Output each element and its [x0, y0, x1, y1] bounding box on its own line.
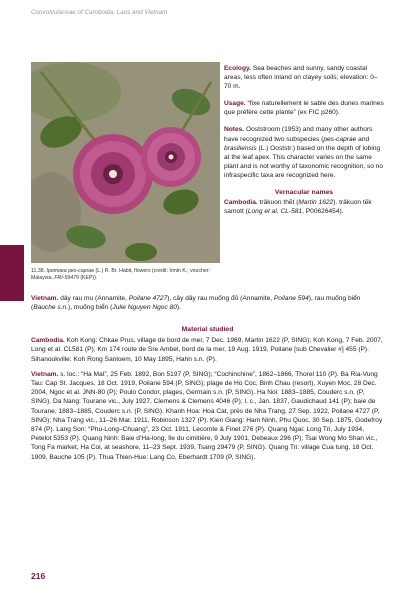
notes-text-3: (L.) Ooststr.) based on the depth of lobing at the leaf apex. This character varies on the same plant and is not worthy of taxonomic recognition, so no infraspecific taxa are recognized here. [224, 144, 384, 179]
vernacular-cambodia [224, 198, 384, 216]
material-cambodia [31, 336, 384, 364]
vernacular-cambodia-italic-2: Long et al. CL-581 [247, 208, 303, 216]
vernacular-vietnam-italic-4: Julie Nguyen Ngoc 80 [112, 304, 177, 312]
right-column [224, 64, 384, 224]
material-cambodia-label: Cambodia. [31, 337, 65, 345]
vernacular-heading: Vernacular names [274, 189, 334, 197]
material-heading: Material studied [181, 326, 234, 333]
ecology-text: Sea beaches and sunny, sandy coastal areas, less often inland on clayey soils; elevation: 0–70 m. [224, 65, 378, 91]
vernacular-cambodia-text-1: trâkuon thĕt ( [257, 199, 299, 207]
usage-label: Usage. [224, 100, 246, 108]
usage-text: “fixe naturellement le sable des dunes marines que préfère cette plante” (ex FIC p260). [224, 100, 384, 117]
figure-caption-text: (L.) R. Br. Habit, flowers (credit: Irmin K.; voucher: Malaysia, [31, 268, 210, 282]
vernacular-cambodia-italic-1: Martin 1622 [298, 199, 334, 207]
vernacular-cambodia-label: Cambodia. [224, 199, 258, 207]
material-studied-block [31, 325, 384, 468]
vernacular-vietnam-text-1: dây rau mu (Annamite, [58, 295, 129, 302]
figure-voucher-tail: (KEP)). [78, 275, 98, 282]
notes-text-1: Ooststroom (1953) and many other authors have recognized two subspecies ( [224, 126, 373, 143]
vernacular-vietnam-italic-2: Poilane 594 [273, 295, 309, 302]
vernacular-vietnam-italic-1: Poilane 4727 [128, 295, 168, 302]
plant-photo-illustration [31, 62, 220, 263]
vernacular-vietnam-text-4: ), muống biển ( [68, 304, 113, 312]
vernacular-vietnam-text-3: ), rau muống biển ( [31, 295, 361, 312]
ecology-paragraph [224, 64, 384, 91]
vernacular-vietnam-text-5: ). [176, 304, 181, 312]
vernacular-vietnam-italic-3: Bauche s.n. [33, 304, 69, 312]
page-number: 216 [31, 571, 46, 581]
notes-italic-2: brasiliensis [224, 144, 257, 152]
running-header: Convolvulaceae of Cambodia, Laos and Vietnam [31, 9, 168, 16]
notes-label: Notes. [224, 126, 245, 134]
vernacular-cambodia-text-2: ). trâkuon tĕk samott ( [224, 199, 372, 216]
vernacular-vietnam [31, 294, 384, 312]
figure-caption [31, 268, 220, 283]
vietnam-vernacular-block [31, 294, 384, 318]
figure-species: Ipomoea pes-caprae [46, 268, 95, 274]
notes-italic-1: pes-caprae [323, 135, 357, 143]
notes-paragraph [224, 125, 384, 180]
material-vietnam [31, 370, 384, 462]
usage-paragraph [224, 99, 384, 117]
figure-number: 11.38. [31, 268, 46, 274]
section-side-tab [0, 245, 24, 301]
vernacular-vietnam-label: Vietnam. [31, 295, 59, 302]
vernacular-vietnam-text-2: ), cây dây rau muống đỏ (Annamite, [167, 295, 274, 302]
vernacular-cambodia-text-3: , P00626454). [302, 208, 344, 216]
material-vietnam-text: s. loc.: “Ha Mat”, 25 Feb. 1892, Bon 5197 (P, SING); “Cochinchine”, 1862–1866, Thorel 110 (P). Ba Ria-Vung Tau: Cap St. Jacques, 18 Oct. 1919, Poilane 594 (P, SING); plage de Ho Coc, Binh Chau (resort), Xuyen Moc, 28 Dec. 2004, Ngoc et al. JNN-80 (P); Poulo Condor, plages, Germain s.n. (P, SING). Ha Noi: 1883–1885, Couderc s.n. (P, SING). Da Nang: Tourane vic., July 1927, Clemens & Clemens 4046 (P); l. c., Jan. 1837, Gaudichaud 141 (P); baie de Tourane, 1883–1885, Couderc s.n. (P, SING). Khanh Hoa: Hoa Cat, près de Nha Trang, 27 Sep. 1922, Poilane 4727 (P, SING); Nha Trang vic., 11–26 Mar. 1911, Robinson 1327 (P). Kien Giang: Ham Ninh, Phu Quoc, 30 Sep. 1875, Godefroy 874 (P). Lang Son: “Phu-Long–Chuang”, 23 Oct. 1911, Lecomte & Finet 276 (P). Quang Ngai: Long Tri, July 1934, Petelot 5353 (P). Quang Ninh: Baie d’Ha-long, île du cimitière, 9 July 1901, Debeaux 296 (P); Tsai Wong Mo Shan vic., Tong Fa market, Ha Coi, at seashore, 11–23 Sept. 1939, Tsang 29479 (P, SING). Quang Tri: village Cua tung, 18 Oct. 1909, Bauche 105 (P). Thua Thien-Hue: Lang Co, Eberhardt 1709 (P, SING). [31, 370, 383, 461]
figure-voucher-id: FRI-59479 [54, 275, 79, 282]
plant-photo [31, 62, 220, 263]
material-cambodia-text: Koh Kong: Chkae Prus, village de bord de mer, 7 Dec. 1969, Martin 1622 (P, SING); Koh Kong, 7 Feb. 2007, Long et al. CL581 (P); Km 174 route de Sre Ambel, bord de la mer, 19 Aug. 1919, Poilane [sub Chevalier #] 455 (P). Sihanoukville: Koh Rong Sanloem, 10 May 1895, Hahn s.n. (P). [31, 337, 383, 363]
material-vietnam-label: Vietnam. [31, 370, 59, 378]
ecology-label: Ecology. [224, 65, 251, 72]
notes-text-2: and [356, 135, 370, 143]
